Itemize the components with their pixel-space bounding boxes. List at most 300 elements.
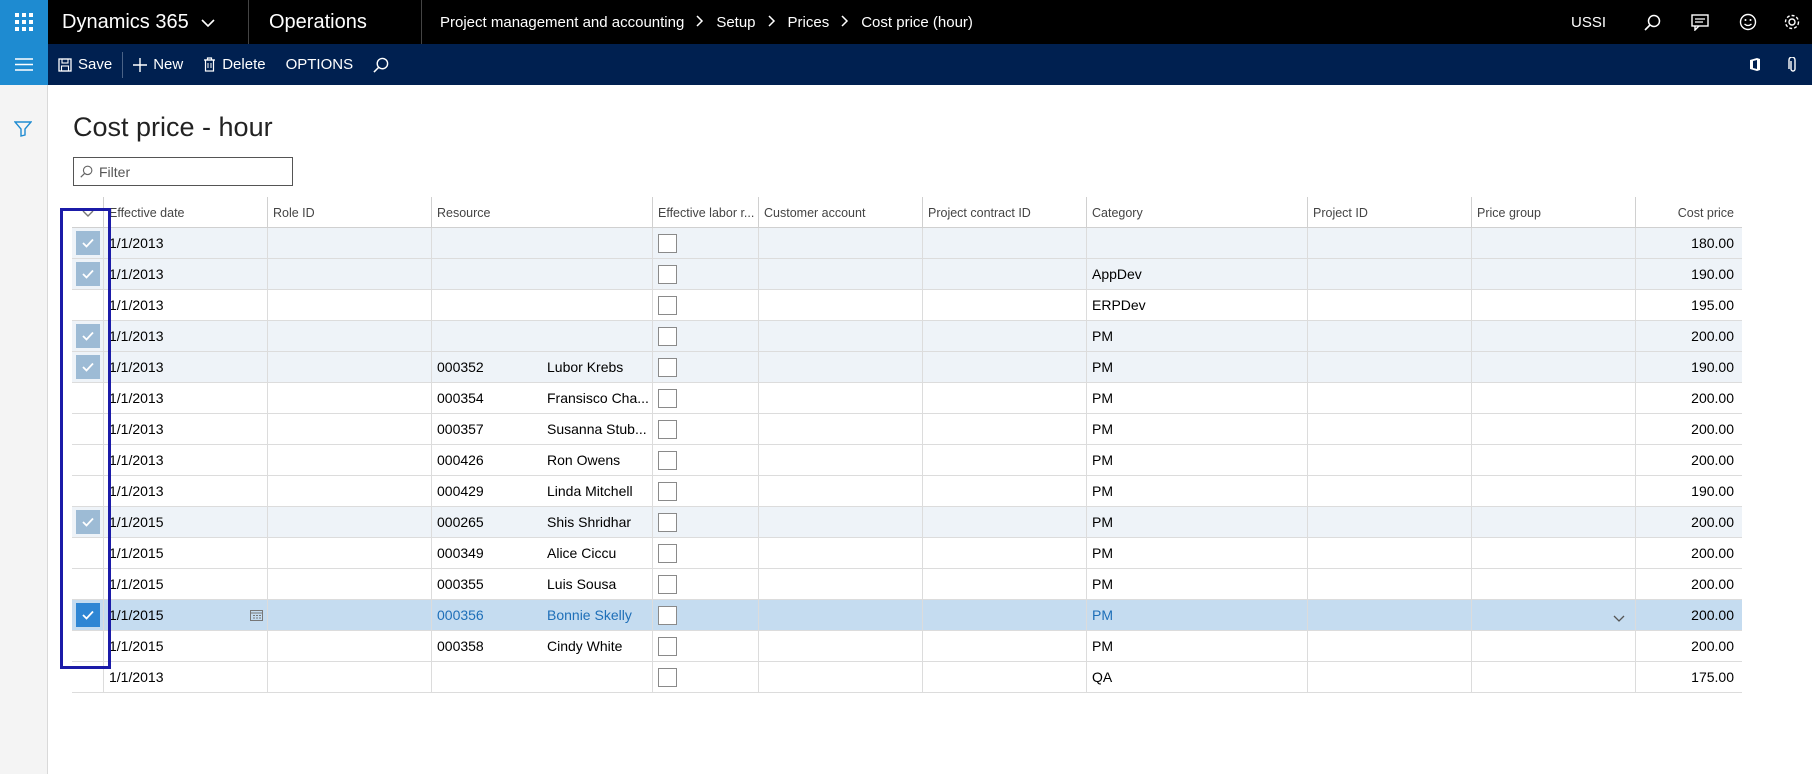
- category-value: PM: [1092, 576, 1113, 592]
- role-id-cell[interactable]: [267, 321, 431, 351]
- category-cell[interactable]: [1086, 383, 1307, 413]
- row-select-checkbox[interactable]: [72, 569, 103, 599]
- customer-account-cell[interactable]: [758, 445, 922, 475]
- project-id-cell[interactable]: [1307, 600, 1471, 630]
- category-value: PM: [1092, 607, 1113, 623]
- customer-account-cell[interactable]: [758, 600, 922, 630]
- chevron-right-icon: [768, 14, 776, 31]
- category-cell[interactable]: [1086, 662, 1307, 692]
- table-row[interactable]: [72, 662, 1742, 693]
- effective-labor-rate-cell: [652, 600, 758, 630]
- effective-labor-rate-checkbox[interactable]: [658, 265, 677, 284]
- delete-label: Delete: [222, 56, 266, 73]
- cost-price-cell[interactable]: [1635, 445, 1740, 475]
- column-header-price-group[interactable]: Price group: [1471, 197, 1635, 228]
- project-contract-id-cell[interactable]: [922, 383, 1086, 413]
- resource-cell[interactable]: [431, 259, 652, 289]
- role-id-cell[interactable]: [267, 383, 431, 413]
- table-row[interactable]: [72, 569, 1742, 600]
- cost-price-value: 180.00: [1691, 235, 1734, 251]
- resource-name: Linda Mitchell: [547, 483, 633, 499]
- table-row[interactable]: [72, 290, 1742, 321]
- effective-date-value: 1/1/2013: [109, 452, 164, 468]
- resource-id: 000357: [437, 421, 484, 437]
- customer-account-cell[interactable]: [758, 631, 922, 661]
- effective-date-cell[interactable]: [103, 321, 267, 351]
- customer-account-cell[interactable]: [758, 383, 922, 413]
- price-group-cell[interactable]: [1471, 383, 1635, 413]
- effective-date-value: 1/1/2013: [109, 297, 164, 313]
- effective-labor-rate-checkbox[interactable]: [658, 451, 677, 470]
- project-id-cell[interactable]: [1307, 476, 1471, 506]
- effective-labor-rate-cell: [652, 383, 758, 413]
- effective-labor-rate-cell: [652, 414, 758, 444]
- cost-price-cell[interactable]: [1635, 352, 1740, 382]
- gear-icon[interactable]: [1772, 0, 1812, 44]
- row-select-checkbox[interactable]: [72, 383, 103, 413]
- new-label: New: [153, 56, 184, 73]
- project-contract-id-cell[interactable]: [922, 507, 1086, 537]
- table-row[interactable]: [72, 476, 1742, 507]
- price-group-cell[interactable]: [1471, 228, 1635, 258]
- cost-price-value: 200.00: [1691, 390, 1734, 406]
- effective-labor-rate-checkbox[interactable]: [658, 637, 677, 656]
- role-id-cell[interactable]: [267, 569, 431, 599]
- customer-account-cell[interactable]: [758, 321, 922, 351]
- effective-labor-rate-cell: [652, 538, 758, 568]
- resource-cell[interactable]: [431, 662, 652, 692]
- role-id-cell[interactable]: [267, 507, 431, 537]
- category-value: PM: [1092, 638, 1113, 654]
- role-id-cell[interactable]: [267, 352, 431, 382]
- row-selected-check-icon: [76, 262, 100, 286]
- smiley-feedback-icon[interactable]: [1724, 0, 1772, 44]
- search-icon[interactable]: [363, 44, 405, 85]
- filter-icon[interactable]: [14, 121, 32, 142]
- column-header-role-id[interactable]: Role ID: [267, 197, 431, 228]
- category-cell[interactable]: [1086, 569, 1307, 599]
- effective-labor-rate-checkbox[interactable]: [658, 234, 677, 253]
- table-row[interactable]: [72, 228, 1742, 259]
- category-value: PM: [1092, 452, 1113, 468]
- new-button[interactable]: [123, 44, 193, 85]
- table-row[interactable]: [72, 383, 1742, 414]
- effective-labor-rate-checkbox[interactable]: [658, 606, 677, 625]
- category-value: PM: [1092, 483, 1113, 499]
- category-cell[interactable]: [1086, 600, 1307, 630]
- action-pane: [0, 44, 1812, 85]
- cost-price-value: 200.00: [1691, 421, 1734, 437]
- page-title: Cost price - hour: [73, 112, 273, 142]
- company-picker[interactable]: USSI: [1570, 13, 1606, 31]
- effective-date-value: 1/1/2013: [109, 235, 164, 251]
- effective-date-value: 1/1/2013: [109, 328, 164, 344]
- resource-id: 000426: [437, 452, 484, 468]
- price-group-cell[interactable]: [1471, 445, 1635, 475]
- effective-labor-rate-checkbox[interactable]: [658, 513, 677, 532]
- row-selected-check-icon: [76, 603, 100, 627]
- hamburger-menu-icon[interactable]: [0, 44, 48, 85]
- project-contract-id-cell[interactable]: [922, 445, 1086, 475]
- row-select-checkbox[interactable]: [72, 445, 103, 475]
- effective-date-value: 1/1/2013: [109, 421, 164, 437]
- customer-account-cell[interactable]: [758, 538, 922, 568]
- project-id-cell[interactable]: [1307, 538, 1471, 568]
- resource-id: 000358: [437, 638, 484, 654]
- project-id-cell[interactable]: [1307, 259, 1471, 289]
- cost-price-cell[interactable]: [1635, 662, 1740, 692]
- row-selected-check-icon: [76, 355, 100, 379]
- effective-labor-rate-checkbox[interactable]: [658, 389, 677, 408]
- resource-cell[interactable]: [431, 507, 652, 537]
- category-cell[interactable]: [1086, 538, 1307, 568]
- effective-labor-rate-checkbox[interactable]: [658, 358, 677, 377]
- chevron-right-icon: [841, 14, 849, 31]
- resource-name: Bonnie Skelly: [547, 607, 632, 623]
- effective-date-cell[interactable]: [103, 507, 267, 537]
- cost-price-cell[interactable]: [1635, 507, 1740, 537]
- left-navigation: [0, 85, 48, 774]
- project-id-cell[interactable]: [1307, 321, 1471, 351]
- cost-price-cell[interactable]: [1635, 414, 1740, 444]
- effective-date-cell[interactable]: [103, 383, 267, 413]
- resource-id: 000429: [437, 483, 484, 499]
- category-value: ERPDev: [1092, 297, 1146, 313]
- project-contract-id-cell[interactable]: [922, 352, 1086, 382]
- effective-labor-rate-cell: [652, 662, 758, 692]
- row-select-checkbox[interactable]: [72, 259, 103, 289]
- effective-labor-rate-cell: [652, 445, 758, 475]
- row-select-checkbox[interactable]: [72, 476, 103, 506]
- category-cell[interactable]: [1086, 321, 1307, 351]
- effective-date-cell[interactable]: [103, 228, 267, 258]
- customer-account-cell[interactable]: [758, 414, 922, 444]
- table-row[interactable]: [72, 414, 1742, 445]
- effective-labor-rate-cell: [652, 321, 758, 351]
- effective-date-value: 1/1/2015: [109, 576, 164, 592]
- module-name[interactable]: Operations: [269, 10, 367, 33]
- project-id-cell[interactable]: [1307, 507, 1471, 537]
- options-button[interactable]: [276, 44, 364, 85]
- cost-price-cell[interactable]: [1635, 383, 1740, 413]
- search-icon[interactable]: [1628, 0, 1676, 44]
- table-row[interactable]: [72, 538, 1742, 569]
- resource-cell[interactable]: [431, 290, 652, 320]
- cost-price-cell[interactable]: [1635, 631, 1740, 661]
- chevron-down-icon: [201, 11, 215, 34]
- customer-account-cell[interactable]: [758, 662, 922, 692]
- category-cell[interactable]: [1086, 352, 1307, 382]
- column-header-resource[interactable]: Resource: [431, 197, 652, 228]
- resource-cell[interactable]: [431, 569, 652, 599]
- row-select-checkbox[interactable]: [72, 228, 103, 258]
- resource-id: 000352: [437, 359, 484, 375]
- effective-labor-rate-cell: [652, 290, 758, 320]
- cost-price-grid: [72, 197, 1742, 693]
- grid-header: [72, 197, 1742, 228]
- trash-icon: [203, 57, 216, 72]
- project-contract-id-cell[interactable]: [922, 600, 1086, 630]
- category-cell[interactable]: [1086, 445, 1307, 475]
- resource-cell[interactable]: [431, 414, 652, 444]
- category-cell[interactable]: [1086, 476, 1307, 506]
- row-select-checkbox[interactable]: [72, 662, 103, 692]
- resource-cell[interactable]: [431, 228, 652, 258]
- attachment-icon[interactable]: [1774, 44, 1812, 85]
- resource-name: Shis Shridhar: [547, 514, 632, 530]
- message-icon[interactable]: [1676, 0, 1724, 44]
- category-value: QA: [1092, 669, 1113, 685]
- column-header-project-id[interactable]: Project ID: [1307, 197, 1471, 228]
- resource-cell[interactable]: [431, 476, 652, 506]
- table-row[interactable]: [72, 600, 1742, 631]
- role-id-cell[interactable]: [267, 476, 431, 506]
- row-select-checkbox[interactable]: [72, 321, 103, 351]
- breadcrumb-item[interactable]: Setup: [716, 13, 756, 31]
- category-cell[interactable]: [1086, 290, 1307, 320]
- resource-name: Alice Ciccu: [547, 545, 617, 561]
- effective-date-value: 1/1/2015: [109, 514, 164, 530]
- effective-labor-rate-checkbox[interactable]: [658, 296, 677, 315]
- effective-date-cell[interactable]: [103, 445, 267, 475]
- effective-labor-rate-checkbox[interactable]: [658, 668, 677, 687]
- filter-input[interactable]: [73, 157, 293, 186]
- effective-labor-rate-checkbox[interactable]: [658, 327, 677, 346]
- cost-price-cell[interactable]: [1635, 259, 1740, 289]
- resource-cell[interactable]: [431, 352, 652, 382]
- category-value: PM: [1092, 390, 1113, 406]
- table-row[interactable]: [72, 507, 1742, 538]
- role-id-cell[interactable]: [267, 631, 431, 661]
- effective-labor-rate-checkbox[interactable]: [658, 575, 677, 594]
- project-contract-id-cell[interactable]: [922, 476, 1086, 506]
- project-contract-id-cell[interactable]: [922, 414, 1086, 444]
- cost-price-value: 200.00: [1691, 545, 1734, 561]
- effective-date-value: 1/1/2015: [109, 638, 164, 654]
- effective-labor-rate-checkbox[interactable]: [658, 482, 677, 501]
- top-navigation-bar: [0, 0, 1812, 44]
- customer-account-cell[interactable]: [758, 476, 922, 506]
- customer-account-cell[interactable]: [758, 290, 922, 320]
- table-row[interactable]: [72, 352, 1742, 383]
- row-select-checkbox[interactable]: [72, 414, 103, 444]
- price-group-cell[interactable]: [1471, 507, 1635, 537]
- resource-id: 000356: [437, 607, 484, 623]
- cost-price-value: 195.00: [1691, 297, 1734, 313]
- project-contract-id-cell[interactable]: [922, 321, 1086, 351]
- resource-name: Ron Owens: [547, 452, 621, 468]
- category-cell[interactable]: [1086, 228, 1307, 258]
- project-contract-id-cell[interactable]: [922, 662, 1086, 692]
- effective-date-value: 1/1/2013: [109, 359, 164, 375]
- table-row[interactable]: [72, 445, 1742, 476]
- price-group-cell[interactable]: [1471, 414, 1635, 444]
- cost-price-cell[interactable]: [1635, 476, 1740, 506]
- effective-labor-rate-cell: [652, 228, 758, 258]
- role-id-cell[interactable]: [267, 538, 431, 568]
- row-select-checkbox[interactable]: [72, 631, 103, 661]
- project-id-cell[interactable]: [1307, 631, 1471, 661]
- effective-date-cell[interactable]: [103, 662, 267, 692]
- effective-date-cell[interactable]: [103, 352, 267, 382]
- effective-labor-rate-cell: [652, 507, 758, 537]
- category-cell[interactable]: [1086, 507, 1307, 537]
- project-id-cell[interactable]: [1307, 662, 1471, 692]
- column-header-category[interactable]: Category: [1086, 197, 1307, 228]
- project-contract-id-cell[interactable]: [922, 228, 1086, 258]
- category-cell[interactable]: [1086, 414, 1307, 444]
- project-contract-id-cell[interactable]: [922, 569, 1086, 599]
- effective-date-cell[interactable]: [103, 414, 267, 444]
- effective-date-value: 1/1/2015: [109, 607, 164, 623]
- row-select-checkbox[interactable]: [72, 290, 103, 320]
- row-select-checkbox[interactable]: [72, 600, 103, 630]
- effective-labor-rate-cell: [652, 569, 758, 599]
- row-select-checkbox[interactable]: [72, 352, 103, 382]
- table-row[interactable]: [72, 259, 1742, 290]
- customer-account-cell[interactable]: [758, 569, 922, 599]
- row-selected-check-icon: [76, 231, 100, 255]
- resource-cell[interactable]: [431, 383, 652, 413]
- app-launcher-icon[interactable]: [0, 0, 48, 44]
- price-group-cell[interactable]: [1471, 569, 1635, 599]
- project-id-cell[interactable]: [1307, 228, 1471, 258]
- cost-price-cell[interactable]: [1635, 538, 1740, 568]
- cost-price-cell[interactable]: [1635, 600, 1740, 630]
- resource-id: 000355: [437, 576, 484, 592]
- chevron-right-icon: [696, 14, 704, 31]
- resource-name: Lubor Krebs: [547, 359, 624, 375]
- project-id-cell[interactable]: [1307, 352, 1471, 382]
- filter-placeholder: Filter: [99, 163, 131, 180]
- row-select-checkbox[interactable]: [72, 507, 103, 537]
- resource-id: 000349: [437, 545, 484, 561]
- column-header-effective-labor-rate[interactable]: Effective labor r...: [652, 197, 758, 228]
- role-id-cell[interactable]: [267, 445, 431, 475]
- save-button[interactable]: [48, 44, 122, 85]
- price-group-cell[interactable]: [1471, 600, 1635, 630]
- effective-date-cell[interactable]: [103, 600, 267, 630]
- project-contract-id-cell[interactable]: [922, 631, 1086, 661]
- breadcrumb-item[interactable]: Prices: [787, 13, 830, 31]
- action-pane-right: [1736, 44, 1812, 85]
- project-contract-id-cell[interactable]: [922, 538, 1086, 568]
- options-label: OPTIONS: [285, 56, 354, 73]
- project-contract-id-cell[interactable]: [922, 259, 1086, 289]
- breadcrumb: [440, 14, 973, 31]
- breadcrumb-item[interactable]: Project management and accounting: [440, 13, 685, 31]
- resource-cell[interactable]: [431, 445, 652, 475]
- cost-price-cell[interactable]: [1635, 290, 1740, 320]
- table-row[interactable]: [72, 631, 1742, 662]
- customer-account-cell[interactable]: [758, 352, 922, 382]
- project-id-cell[interactable]: [1307, 569, 1471, 599]
- category-value: PM: [1092, 328, 1113, 344]
- column-header-cost-price[interactable]: Cost price: [1635, 197, 1740, 228]
- breadcrumb-item-current[interactable]: Cost price (hour): [861, 13, 973, 31]
- cost-price-value: 200.00: [1691, 638, 1734, 654]
- project-contract-id-cell[interactable]: [922, 290, 1086, 320]
- cost-price-value: 200.00: [1691, 576, 1734, 592]
- category-cell[interactable]: [1086, 631, 1307, 661]
- customer-account-cell[interactable]: [758, 507, 922, 537]
- project-id-cell[interactable]: [1307, 445, 1471, 475]
- role-id-cell[interactable]: [267, 290, 431, 320]
- effective-date-cell[interactable]: [103, 538, 267, 568]
- column-header-effective-date[interactable]: Effective date: [103, 197, 267, 228]
- grid-body: [72, 228, 1742, 693]
- effective-date-cell[interactable]: [103, 631, 267, 661]
- price-group-cell[interactable]: [1471, 631, 1635, 661]
- resource-cell[interactable]: [431, 321, 652, 351]
- price-group-cell[interactable]: [1471, 290, 1635, 320]
- app-name: Dynamics 365: [62, 10, 189, 33]
- price-group-cell[interactable]: [1471, 259, 1635, 289]
- category-value: PM: [1092, 359, 1113, 375]
- delete-button[interactable]: [193, 44, 275, 85]
- role-id-cell[interactable]: [267, 259, 431, 289]
- cost-price-value: 200.00: [1691, 328, 1734, 344]
- effective-date-cell[interactable]: [103, 476, 267, 506]
- table-row[interactable]: [72, 321, 1742, 352]
- effective-labor-rate-checkbox[interactable]: [658, 420, 677, 439]
- role-id-cell[interactable]: [267, 662, 431, 692]
- cost-price-cell[interactable]: [1635, 321, 1740, 351]
- project-id-cell[interactable]: [1307, 383, 1471, 413]
- cost-price-value: 190.00: [1691, 266, 1734, 282]
- role-id-cell[interactable]: [267, 228, 431, 258]
- effective-date-value: 1/1/2013: [109, 390, 164, 406]
- effective-labor-rate-checkbox[interactable]: [658, 544, 677, 563]
- category-cell[interactable]: [1086, 259, 1307, 289]
- resource-name: Fransisco Cha...: [547, 390, 649, 406]
- role-id-cell[interactable]: [267, 600, 431, 630]
- cost-price-cell[interactable]: [1635, 228, 1740, 258]
- cost-price-cell[interactable]: [1635, 569, 1740, 599]
- effective-date-cell[interactable]: [103, 290, 267, 320]
- top-right-controls: [1571, 0, 1812, 44]
- select-all-checkbox[interactable]: [72, 197, 103, 228]
- resource-name: Susanna Stub...: [547, 421, 647, 437]
- price-group-cell[interactable]: [1471, 321, 1635, 351]
- resource-cell[interactable]: [431, 600, 652, 630]
- price-group-cell[interactable]: [1471, 538, 1635, 568]
- customer-account-cell[interactable]: [758, 228, 922, 258]
- effective-date-value: 1/1/2013: [109, 266, 164, 282]
- column-header-customer-account[interactable]: Customer account: [758, 197, 922, 228]
- resource-cell[interactable]: [431, 631, 652, 661]
- customer-account-cell[interactable]: [758, 259, 922, 289]
- calendar-icon[interactable]: [250, 608, 263, 624]
- effective-date-cell[interactable]: [103, 569, 267, 599]
- effective-date-cell[interactable]: [103, 259, 267, 289]
- project-id-cell[interactable]: [1307, 414, 1471, 444]
- chevron-down-icon[interactable]: [1613, 610, 1625, 626]
- price-group-cell[interactable]: [1471, 662, 1635, 692]
- row-selected-check-icon: [76, 324, 100, 348]
- price-group-cell[interactable]: [1471, 352, 1635, 382]
- resource-cell[interactable]: [431, 538, 652, 568]
- effective-date-value: 1/1/2015: [109, 545, 164, 561]
- office-icon[interactable]: [1736, 44, 1774, 85]
- app-switcher[interactable]: [48, 0, 248, 44]
- role-id-cell[interactable]: [267, 414, 431, 444]
- price-group-cell[interactable]: [1471, 476, 1635, 506]
- resource-id: 000354: [437, 390, 484, 406]
- column-header-project-contract-id[interactable]: Project contract ID: [922, 197, 1086, 228]
- project-id-cell[interactable]: [1307, 290, 1471, 320]
- row-select-checkbox[interactable]: [72, 538, 103, 568]
